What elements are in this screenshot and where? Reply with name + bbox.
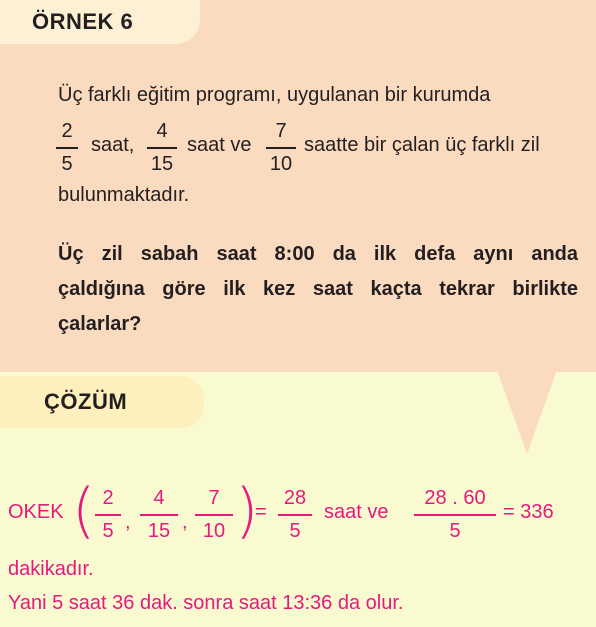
- comma-2: ,: [182, 511, 188, 533]
- solution-tab-label: ÇÖZÜM: [44, 389, 128, 414]
- equals-1: =: [255, 501, 267, 523]
- solution-line-2: dakikadır.: [8, 558, 94, 580]
- solution-fraction-2-5: 2 5: [95, 488, 121, 541]
- result-fraction-2860-5: 28 . 60 5: [414, 488, 496, 541]
- problem-line-1: Üç farklı eğitim programı, uygulanan bir kurumda: [58, 84, 491, 106]
- left-paren: (: [72, 476, 96, 546]
- fraction-4-15: 4 15: [147, 121, 177, 174]
- question-line-1: Üç zil sabah saat 8:00 da ilk defa aynı anda: [58, 243, 578, 265]
- problem-line-3: bulunmaktadır.: [58, 184, 190, 206]
- speech-pointer: [497, 370, 557, 454]
- equals-336: = 336: [503, 501, 554, 523]
- problem-text-saat: saat,: [91, 134, 135, 156]
- question-line-2: çaldığına göre ilk kez saat kaçta tekrar birlikte: [58, 278, 578, 300]
- solution-text-saat-ve: saat ve: [324, 501, 389, 523]
- fraction-7-10: 7 10: [266, 121, 296, 174]
- solution-line-3: Yani 5 saat 36 dak. sonra saat 13:36 da olur.: [8, 592, 404, 614]
- right-paren: ): [235, 476, 259, 546]
- okek-label: OKEK: [8, 501, 64, 523]
- result-fraction-28-5: 28 5: [278, 488, 312, 541]
- fraction-2-5: 2 5: [56, 121, 78, 174]
- example-tab-label: ÖRNEK 6: [32, 9, 134, 34]
- solution-fraction-7-10: 7 10: [195, 488, 233, 541]
- question-line-3: çalarlar?: [58, 313, 142, 335]
- example-tab: [0, 0, 200, 44]
- solution-fraction-4-15: 4 15: [140, 488, 178, 541]
- problem-text-rest: saatte bir çalan üç farklı zil: [304, 134, 540, 156]
- solution-tab: [0, 376, 204, 428]
- comma-1: ,: [125, 511, 131, 533]
- problem-text-saat-ve: saat ve: [187, 134, 252, 156]
